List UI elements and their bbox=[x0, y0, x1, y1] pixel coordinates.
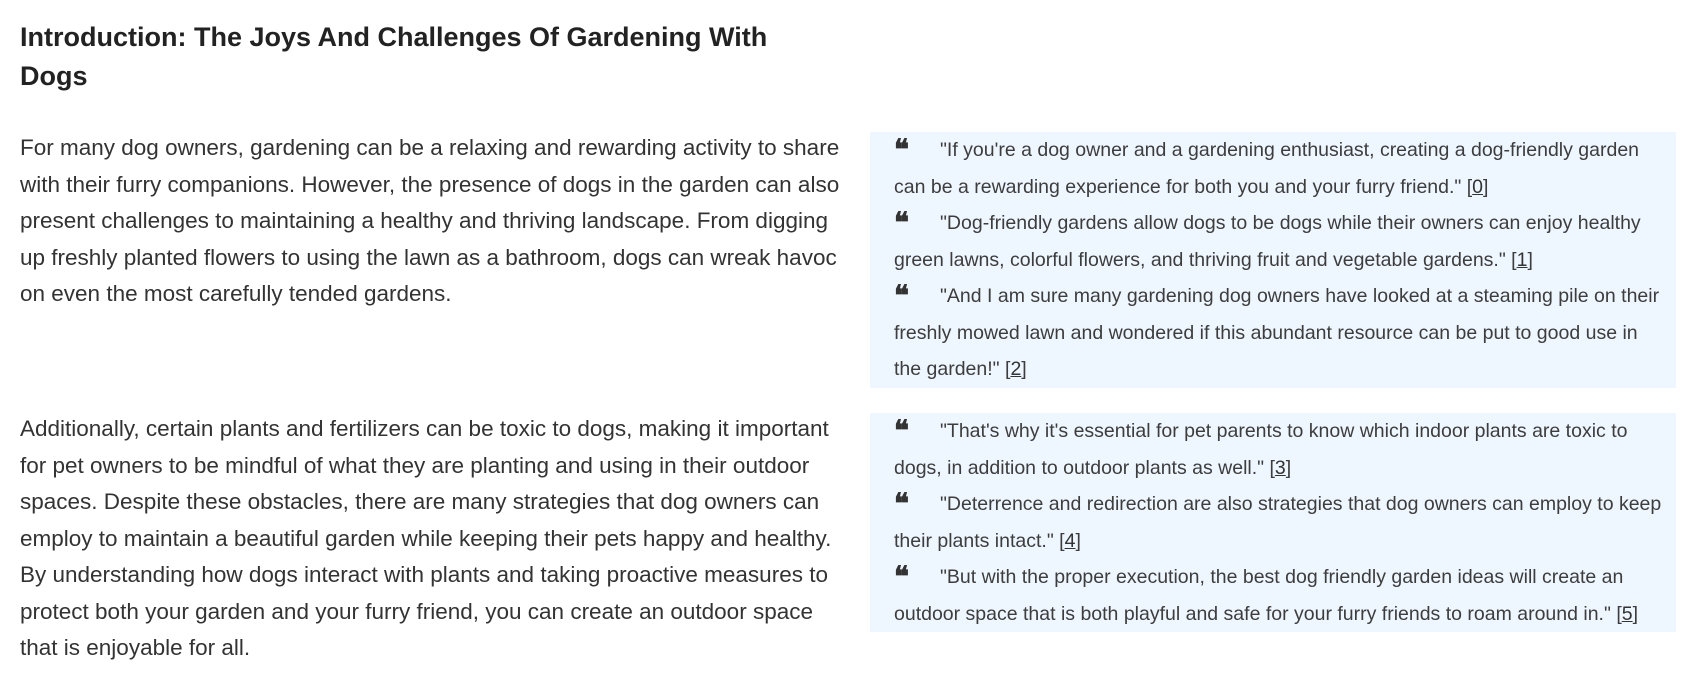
quote-item: ❝ "But with the proper execution, the best dog friendly garden ideas will create an outdoor space that is both playful and safe for your furry friends to roam around in." [5] bbox=[894, 560, 1639, 625]
quote-box bbox=[870, 413, 1676, 632]
quote-text: "And I am sure many gardening dog owners have looked at a steaming pile on their freshly mowed lawn and wondered if this abundant resource can be put to good use in the garden!" bbox=[894, 285, 1660, 380]
citation-link[interactable]: 3 bbox=[1274, 456, 1286, 479]
quote-item: ❝ "And I am sure many gardening dog owners have looked at a steaming pile on their freshly mowed lawn and wondered if this abundant resource can be put to good use in the garden!" [2] bbox=[894, 279, 1660, 380]
paragraph: Additionally, certain plants and fertilizers can be toxic to dogs, making it important for pet owners to be mindful of what they are planting and using in their outdoor spaces. Despite these obstacles, there are many strategies that dog owners can employ to maintain a beautiful garden while keeping their pets happy and healthy. By understanding how dogs interact with plants and taking proactive measures to protect both your garden and your furry friend, you can create an outdoor space that is enjoyable for all. bbox=[20, 416, 832, 660]
quote-item: ❝ "Deterrence and redirection are also strategies that dog owners can employ to keep their plants intact." [4] bbox=[894, 487, 1662, 552]
quote-icon: ❝ bbox=[894, 133, 910, 166]
quote-text: "Deterrence and redirection are also strategies that dog owners can employ to keep their plants intact." bbox=[894, 493, 1662, 552]
quote-text: "But with the proper execution, the best dog friendly garden ideas will create an outdoor space that is both playful and safe for your furry friends to roam around in." bbox=[894, 566, 1624, 625]
quote-icon: ❝ bbox=[894, 414, 910, 447]
citation-link[interactable]: 2 bbox=[1010, 358, 1022, 380]
quote-icon: ❝ bbox=[894, 560, 910, 593]
quote-text: "Dog-friendly gardens allow dogs to be dogs while their owners can enjoy healthy green lawns, colorful flowers, and thriving fruit and vegetable gardens." bbox=[894, 212, 1641, 271]
quote-icon: ❝ bbox=[894, 487, 910, 520]
quote-text: "That's why it's essential for pet parents to know which indoor plants are toxic to dogs, in addition to outdoor plants as well." bbox=[894, 420, 1628, 479]
citation-link[interactable]: 0 bbox=[1472, 175, 1484, 198]
quote-item: ❝ "Dog-friendly gardens allow dogs to be dogs while their owners can enjoy healthy green lawns, colorful flowers, and thriving fruit and vegetable gardens." [1] bbox=[894, 206, 1641, 271]
citation-link[interactable]: 4 bbox=[1064, 529, 1076, 552]
quote-text: "If you're a dog owner and a gardening enthusiast, creating a dog-friendly garden can be a rewarding experience for both you and your furry friend." bbox=[894, 139, 1640, 198]
quote-box bbox=[870, 132, 1676, 388]
citation-link[interactable]: 1 bbox=[1516, 248, 1528, 271]
quote-item: ❝ "That's why it's essential for pet parents to know which indoor plants are toxic to dogs, in addition to outdoor plants as well." [3] bbox=[894, 414, 1628, 479]
quote-item: ❝ "If you're a dog owner and a gardening enthusiast, creating a dog-friendly garden can be a rewarding experience for both you and your furry friend." [0] bbox=[894, 133, 1640, 198]
quote-icon: ❝ bbox=[894, 279, 910, 312]
quote-icon: ❝ bbox=[894, 206, 910, 239]
section-title: Introduction: The Joys And Challenges Of Gardening With Dogs bbox=[20, 22, 768, 91]
citation-link[interactable]: 5 bbox=[1621, 602, 1633, 625]
paragraph: For many dog owners, gardening can be a relaxing and rewarding activity to share with their furry companions. However, the presence of dogs in the garden can also present challenges to maintaining a healthy and thriving landscape. From digging up freshly planted flowers to using the lawn as a bathroom, dogs can wreak havoc on even the most carefully tended gardens. bbox=[20, 135, 840, 306]
